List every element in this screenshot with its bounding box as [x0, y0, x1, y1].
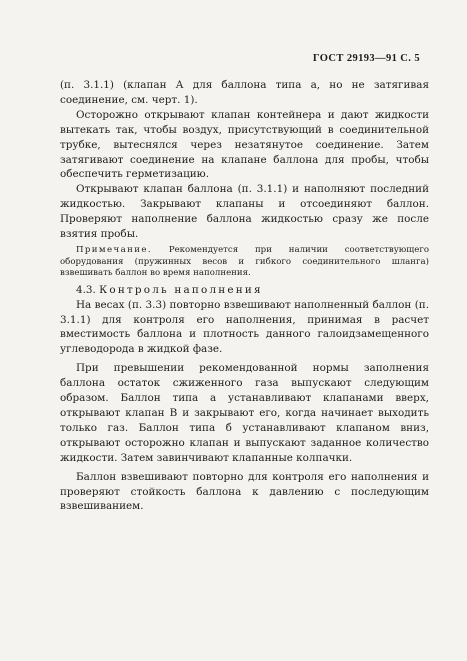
paragraph-final-weigh: Баллон взвешивают повторно для контроля его наполнения и проверяют стойкость баллона к давлению с последующим взвешиванием.	[60, 470, 429, 513]
paragraph-reweigh: На весах (п. 3.3) повторно взвешивают наполненный баллон (п. 3.1.1) для контроля его наполнения, принимая в расчет вместимость баллона и плотность данного галоидзамещенного углеводорода в жидкой фазе.	[60, 298, 429, 356]
note-text: Рекомендуется при наличии соответствующего оборудования (пружинных весов и гибкого соединительного шланга) взвешивать баллон во время наполнения.	[60, 244, 430, 279]
paragraph-continuation: (п. 3.1.1) (клапан А для баллона типа а, но не затягивая соединение, см. черт. 1).	[60, 79, 429, 106]
page-header: ГОСТ 29193—91 С. 5	[312, 53, 420, 64]
paragraph-open-cylinder-valve: Открывают клапан баллона (п. 3.1.1) и наполняют последний жидкостью. Закрывают клапаны и отсоединяют баллон. Проверяют наполнение баллона жидкостью сразу же после взятия пробы.	[60, 183, 429, 241]
section-title: Контроль наполнения	[99, 283, 263, 296]
document-body	[60, 78, 429, 514]
note-label: Примечание.	[76, 244, 152, 255]
paragraph-excess-release: При превышении рекомендованной нормы заполнения баллона остаток сжиженного газа выпускают следующим образом. Баллон типа а устанавливают клапанами вверх, открывают клапан В и закрывают его, когда начинает выходить только газ. Баллон типа б устанавливают клапаном вниз, открывают осторожно клапан и выпускают заданное количество жидкости. Затем завинчивают клапанные колпачки.	[60, 362, 429, 464]
paragraph-open-container-valve: Осторожно открывают клапан контейнера и дают жидкости вытекать так, чтобы воздух, присутствующий в соединительной трубке, вытеснялся через незатянутое соединение. Затем затягивают соединение на клапане баллона для пробы, чтобы обеспечить герметизацию.	[60, 108, 429, 181]
note	[60, 245, 429, 280]
section-heading	[60, 283, 429, 298]
section-number: 4.3.	[76, 283, 96, 296]
